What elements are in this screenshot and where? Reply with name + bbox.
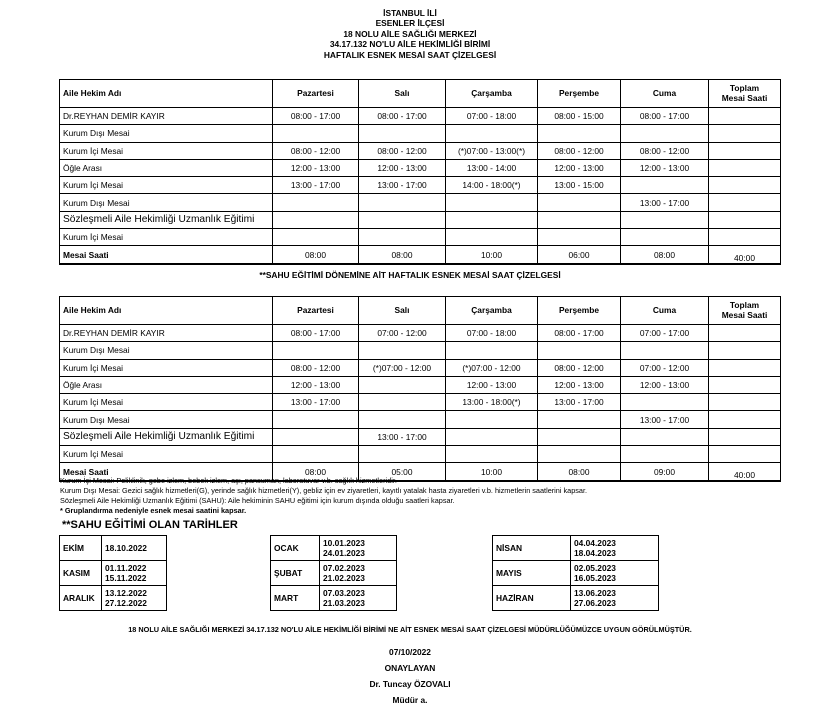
table-row xyxy=(60,376,781,393)
time-cell xyxy=(446,229,538,246)
time-cell: 13:00 - 17:00 xyxy=(359,428,446,445)
sahu-month-name: EKİM xyxy=(60,536,102,561)
time-cell xyxy=(621,177,709,194)
sahu-month-row xyxy=(271,586,397,611)
time-cell xyxy=(709,229,781,246)
sahu-date: 18.10.2022 xyxy=(105,543,147,553)
time-cell xyxy=(709,177,781,194)
time-cell: 13:00 - 17:00 xyxy=(621,411,709,428)
sahu-month-name: HAZİRAN xyxy=(493,586,571,611)
table-row xyxy=(60,394,781,411)
time-cell xyxy=(621,211,709,228)
table-row xyxy=(60,177,781,194)
row-label: Kurum İçi Mesai xyxy=(60,446,273,463)
time-cell xyxy=(709,428,781,445)
note-grouping: * Gruplandırma nedeniyle esnek mesai saatini kapsar. xyxy=(60,506,247,515)
sahu-dates-title: **SAHU EĞİTİMİ OLAN TARİHLER xyxy=(62,519,238,531)
sahu-date: 10.01.2023 xyxy=(323,538,365,548)
total-row xyxy=(60,246,781,264)
time-cell: 07:00 - 18:00 xyxy=(446,108,538,125)
time-cell: 08:00 - 12:00 xyxy=(273,359,359,376)
table-row xyxy=(60,125,781,142)
signature-block xyxy=(0,644,820,708)
sahu-month-name: OCAK xyxy=(271,536,320,561)
time-cell xyxy=(709,108,781,125)
column-header-day: Salı xyxy=(359,297,446,325)
time-cell xyxy=(446,428,538,445)
time-cell xyxy=(621,342,709,359)
time-cell xyxy=(538,428,621,445)
sahu-date: 07.02.2023 xyxy=(323,563,365,573)
sahu-date: 13.12.2022 xyxy=(105,588,147,598)
time-cell: 08:00 - 15:00 xyxy=(538,108,621,125)
header-line-center: 18 NOLU AİLE SAĞLIĞI MERKEZİ xyxy=(343,28,477,39)
weekly-total-cell: 40:00 xyxy=(709,463,781,481)
time-cell xyxy=(621,229,709,246)
time-cell: 13:00 - 17:00 xyxy=(538,394,621,411)
time-cell: 13:00 - 18:00(*) xyxy=(446,394,538,411)
time-cell: 07:00 - 17:00 xyxy=(621,325,709,342)
time-cell: 13:00 - 17:00 xyxy=(273,177,359,194)
header-line-unit: 34.17.132 NO'LU AİLE HEKİMLİĞİ BİRİMİ xyxy=(329,39,491,50)
total-row-label: Mesai Saati xyxy=(60,463,273,481)
sahu-schedule-title: **SAHU EĞİTİMİ DÖNEMİNE AİT HAFTALIK ESNEK MESAİ SAAT ÇİZELGESİ xyxy=(259,270,561,280)
sahu-month-dates xyxy=(320,561,397,586)
row-label: Öğle Arası xyxy=(60,376,273,393)
column-header-day: Çarşamba xyxy=(446,80,538,108)
sahu-dates-table-1 xyxy=(59,535,167,611)
time-cell: 08:00 - 17:00 xyxy=(538,325,621,342)
note-internal: Kurum İçi Mesai: Poliklinik, gebe izlem, bebek izlem, aşı, pansuman, laboratuvar v.b. sağlık hizmetleridir. xyxy=(60,476,397,485)
row-label: Kurum Dışı Mesai xyxy=(60,194,273,211)
time-cell xyxy=(446,211,538,228)
sahu-date: 27.12.2022 xyxy=(105,598,147,608)
sahu-date: 15.11.2022 xyxy=(105,573,147,583)
table-row xyxy=(60,428,781,445)
sahu-month-name: MART xyxy=(271,586,320,611)
table-row xyxy=(60,411,781,428)
time-cell xyxy=(709,125,781,142)
signature-title: ONAYLAYAN xyxy=(384,663,436,673)
time-cell xyxy=(709,211,781,228)
daily-total-cell: 08:00 xyxy=(538,463,621,481)
sahu-date: 24.01.2023 xyxy=(323,548,365,558)
sahu-date: 02.05.2023 xyxy=(574,563,616,573)
note-external: Kurum Dışı Mesai: Gezici sağlık hizmetleri(G), yerinde sağlık hizmetleri(Y), gebliz için ev ziyaretleri, kayıtlı yatalak hasta ziyaretleri v.b. hizmetlerin saatlerini kapsar. xyxy=(60,486,588,495)
time-cell xyxy=(709,342,781,359)
time-cell: 08:00 - 12:00 xyxy=(538,359,621,376)
daily-total-cell: 08:00 xyxy=(273,246,359,264)
sahu-month-row xyxy=(60,561,167,586)
time-cell: 12:00 - 13:00 xyxy=(621,159,709,176)
time-cell xyxy=(359,211,446,228)
sahu-month-dates xyxy=(571,586,659,611)
weekly-total-cell: 40:00 xyxy=(709,246,781,264)
time-cell: 14:00 - 18:00(*) xyxy=(446,177,538,194)
time-cell xyxy=(273,125,359,142)
table-row xyxy=(60,194,781,211)
time-cell: 13:00 - 15:00 xyxy=(538,177,621,194)
table-row xyxy=(60,211,781,228)
row-label: Öğle Arası xyxy=(60,159,273,176)
weekly-schedule-table xyxy=(59,79,781,265)
time-cell xyxy=(273,446,359,463)
daily-total-cell: 06:00 xyxy=(538,246,621,264)
sahu-month-row xyxy=(60,536,167,561)
time-cell xyxy=(621,428,709,445)
daily-total-cell: 08:00 xyxy=(273,463,359,481)
daily-total-cell: 10:00 xyxy=(446,246,538,264)
time-cell xyxy=(359,394,446,411)
sahu-date: 01.11.2022 xyxy=(105,563,147,573)
header-line-title: HAFTALIK ESNEK MESAİ SAAT ÇİZELGESİ xyxy=(323,49,497,60)
time-cell: 12:00 - 13:00 xyxy=(273,376,359,393)
signature-role: Müdür a. xyxy=(392,695,428,705)
column-header-day: Cuma xyxy=(621,80,709,108)
time-cell xyxy=(709,394,781,411)
row-label: Kurum Dışı Mesai xyxy=(60,125,273,142)
sahu-dates-table-2 xyxy=(270,535,397,611)
time-cell xyxy=(538,125,621,142)
sahu-date: 21.03.2023 xyxy=(323,598,365,608)
time-cell xyxy=(621,125,709,142)
column-header-day: Pazartesi xyxy=(273,297,359,325)
row-label: Kurum İçi Mesai xyxy=(60,229,273,246)
time-cell: 08:00 - 12:00 xyxy=(538,142,621,159)
time-cell: 08:00 - 12:00 xyxy=(621,142,709,159)
time-cell: 13:00 - 17:00 xyxy=(359,177,446,194)
table-row xyxy=(60,342,781,359)
time-cell: 12:00 - 13:00 xyxy=(273,159,359,176)
table-row xyxy=(60,325,781,342)
time-cell xyxy=(359,376,446,393)
time-cell: (*)07:00 - 13:00(*) xyxy=(446,142,538,159)
column-header-name: Aile Hekim Adı xyxy=(60,297,273,325)
sahu-month-row xyxy=(271,561,397,586)
time-cell: 08:00 - 17:00 xyxy=(359,108,446,125)
row-label: Kurum İçi Mesai xyxy=(60,394,273,411)
total-header-line: Mesai Saati xyxy=(721,309,768,320)
time-cell xyxy=(538,211,621,228)
sahu-dates-table-3 xyxy=(492,535,659,611)
time-cell: 13:00 - 17:00 xyxy=(273,394,359,411)
time-cell xyxy=(273,194,359,211)
time-cell xyxy=(446,194,538,211)
row-label: Kurum Dışı Mesai xyxy=(60,411,273,428)
row-label: Kurum İçi Mesai xyxy=(60,142,273,159)
table-row xyxy=(60,446,781,463)
sahu-date: 27.06.2023 xyxy=(574,598,616,608)
time-cell xyxy=(273,342,359,359)
notes xyxy=(60,476,587,516)
time-cell xyxy=(273,211,359,228)
total-header-line: Toplam xyxy=(729,83,760,93)
sahu-month-dates xyxy=(102,536,167,561)
time-cell xyxy=(709,142,781,159)
sahu-month-dates xyxy=(571,561,659,586)
sahu-date: 04.04.2023 xyxy=(574,538,616,548)
time-cell xyxy=(273,229,359,246)
time-cell xyxy=(621,394,709,411)
sahu-month-dates xyxy=(102,586,167,611)
table-row xyxy=(60,142,781,159)
time-cell: 12:00 - 13:00 xyxy=(446,376,538,393)
row-label: Kurum İçi Mesai xyxy=(60,177,273,194)
header-row xyxy=(60,297,781,325)
time-cell xyxy=(709,194,781,211)
time-cell xyxy=(359,229,446,246)
sahu-month-dates xyxy=(571,536,659,561)
daily-total-cell: 09:00 xyxy=(621,463,709,481)
sahu-month-dates xyxy=(102,561,167,586)
sahu-schedule-table xyxy=(59,296,781,482)
time-cell xyxy=(709,359,781,376)
time-cell: 08:00 - 17:00 xyxy=(273,325,359,342)
time-cell: 13:00 - 17:00 xyxy=(621,194,709,211)
column-header-day: Perşembe xyxy=(538,80,621,108)
time-cell xyxy=(359,194,446,211)
time-cell: 12:00 - 13:00 xyxy=(621,376,709,393)
column-header-day: Cuma xyxy=(621,297,709,325)
time-cell: 07:00 - 12:00 xyxy=(621,359,709,376)
time-cell xyxy=(446,125,538,142)
column-header-name: Aile Hekim Adı xyxy=(60,80,273,108)
header-line-province: İSTANBUL İLİ xyxy=(383,8,437,18)
time-cell: 07:00 - 18:00 xyxy=(446,325,538,342)
sahu-month-dates xyxy=(320,536,397,561)
sahu-month-name: KASIM xyxy=(60,561,102,586)
sahu-month-name: MAYIS xyxy=(493,561,571,586)
time-cell xyxy=(621,446,709,463)
header-line-district: ESENLER İLÇESİ xyxy=(375,18,445,29)
time-cell: 08:00 - 12:00 xyxy=(273,142,359,159)
time-cell: 13:00 - 14:00 xyxy=(446,159,538,176)
total-header-line: Toplam xyxy=(729,300,760,310)
document-header xyxy=(0,0,820,60)
sahu-month-dates xyxy=(320,586,397,611)
sahu-month-name: ARALIK xyxy=(60,586,102,611)
time-cell xyxy=(709,411,781,428)
total-row-label: Mesai Saati xyxy=(60,246,273,264)
signature-name: Dr. Tuncay ÖZOVALI xyxy=(369,679,451,689)
time-cell xyxy=(359,446,446,463)
row-label: Dr.REYHAN DEMİR KAYIR xyxy=(60,108,273,125)
time-cell xyxy=(538,194,621,211)
column-header-total xyxy=(709,297,781,325)
sahu-date: 16.05.2023 xyxy=(574,573,616,583)
time-cell: 08:00 - 12:00 xyxy=(359,142,446,159)
time-cell xyxy=(273,411,359,428)
column-header-day: Çarşamba xyxy=(446,297,538,325)
daily-total-cell: 08:00 xyxy=(621,246,709,264)
table-row xyxy=(60,159,781,176)
daily-total-cell: 08:00 xyxy=(359,246,446,264)
signature-date: 07/10/2022 xyxy=(389,647,431,657)
sahu-month-name: ŞUBAT xyxy=(271,561,320,586)
sahu-month-name: NİSAN xyxy=(493,536,571,561)
time-cell xyxy=(538,342,621,359)
time-cell xyxy=(538,446,621,463)
column-header-day: Salı xyxy=(359,80,446,108)
time-cell xyxy=(709,446,781,463)
time-cell xyxy=(359,411,446,428)
sahu-month-row xyxy=(493,586,659,611)
table-row xyxy=(60,108,781,125)
sahu-date: 21.02.2023 xyxy=(323,573,365,583)
time-cell: (*)07:00 - 12:00 xyxy=(446,359,538,376)
time-cell xyxy=(359,342,446,359)
sahu-month-row xyxy=(271,536,397,561)
row-label: Sözleşmeli Aile Hekimliği Uzmanlık Eğitimi xyxy=(60,428,273,445)
time-cell xyxy=(446,342,538,359)
sahu-date: 07.03.2023 xyxy=(323,588,365,598)
daily-total-cell: 05:00 xyxy=(359,463,446,481)
row-label: Kurum Dışı Mesai xyxy=(60,342,273,359)
time-cell xyxy=(538,411,621,428)
row-label: Dr.REYHAN DEMİR KAYIR xyxy=(60,325,273,342)
table-row xyxy=(60,229,781,246)
total-header-line: Mesai Saati xyxy=(721,92,768,103)
sahu-month-row xyxy=(60,586,167,611)
table-row xyxy=(60,359,781,376)
note-sahu: Sözleşmeli Aile Hekimliği Uzmanlık Eğitimi (SAHU): Aile hekiminin SAHU eğitimi için kurum dışında olduğu saatleri kapsar. xyxy=(60,496,455,505)
approval-text: 18 NOLU AİLE SAĞLIĞI MERKEZİ 34.17.132 NO'LU AİLE HEKİMLİĞİ BİRİMİ NE AİT ESNEK MESAİ SAAT ÇİZELGESİ MÜDÜRLÜĞÜMÜZCE UYGUN GÖRÜLMÜŞTÜR. xyxy=(128,625,692,634)
daily-total-cell: 10:00 xyxy=(446,463,538,481)
time-cell xyxy=(709,159,781,176)
time-cell xyxy=(709,325,781,342)
time-cell xyxy=(446,411,538,428)
time-cell xyxy=(359,125,446,142)
column-header-day: Perşembe xyxy=(538,297,621,325)
sahu-date: 18.04.2023 xyxy=(574,548,616,558)
time-cell: 12:00 - 13:00 xyxy=(538,376,621,393)
time-cell: 08:00 - 17:00 xyxy=(621,108,709,125)
header-row xyxy=(60,80,781,108)
sahu-month-row xyxy=(493,536,659,561)
time-cell xyxy=(709,376,781,393)
row-label: Kurum İçi Mesai xyxy=(60,359,273,376)
column-header-total xyxy=(709,80,781,108)
time-cell: 08:00 - 17:00 xyxy=(273,108,359,125)
sahu-date: 13.06.2023 xyxy=(574,588,616,598)
time-cell: (*)07:00 - 12:00 xyxy=(359,359,446,376)
time-cell: 12:00 - 13:00 xyxy=(538,159,621,176)
time-cell: 07:00 - 12:00 xyxy=(359,325,446,342)
time-cell xyxy=(446,446,538,463)
sahu-month-row xyxy=(493,561,659,586)
time-cell xyxy=(538,229,621,246)
time-cell: 12:00 - 13:00 xyxy=(359,159,446,176)
column-header-day: Pazartesi xyxy=(273,80,359,108)
time-cell xyxy=(273,428,359,445)
row-label: Sözleşmeli Aile Hekimliği Uzmanlık Eğitimi xyxy=(60,211,273,228)
